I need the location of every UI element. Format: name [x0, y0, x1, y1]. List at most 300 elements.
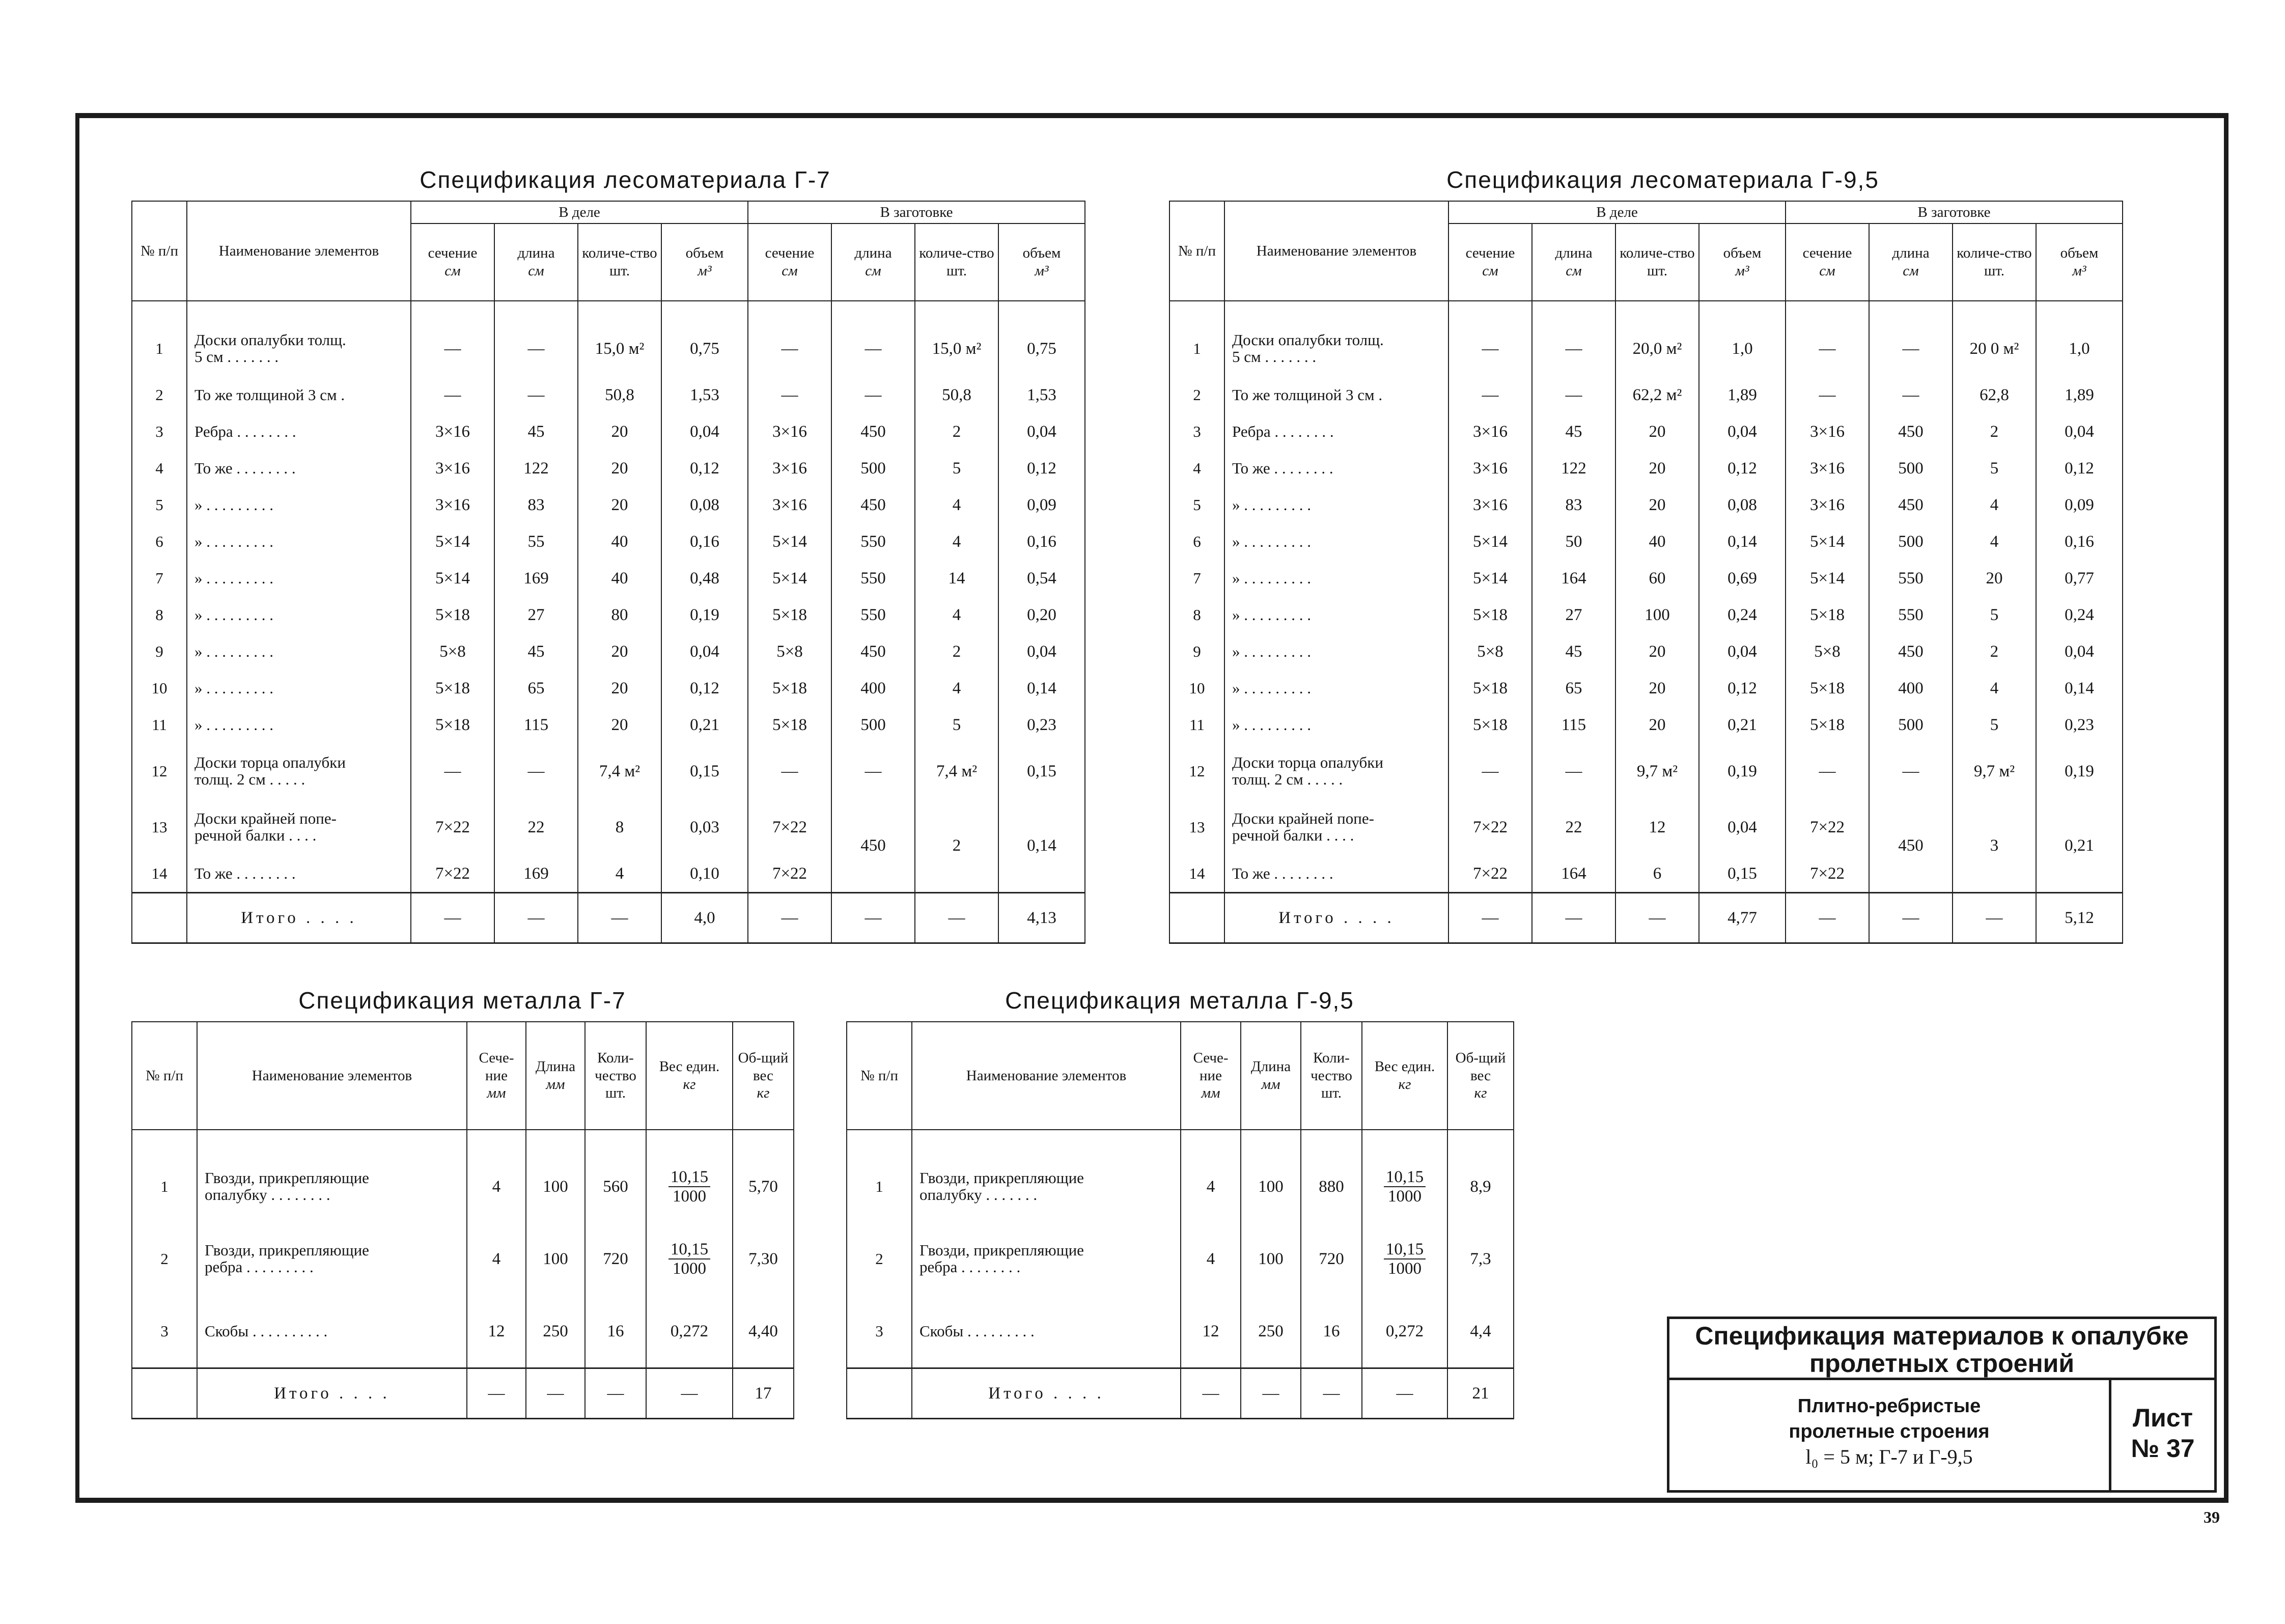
element-name: » . . . . . . . . .: [187, 707, 411, 743]
cell-v2: 0,04: [998, 633, 1085, 670]
col-qty: [1953, 223, 2036, 301]
total-row: [132, 893, 1085, 943]
cell-s: 7×22: [1448, 855, 1532, 893]
col-section: [1448, 223, 1532, 301]
total-v2: 4,13: [998, 893, 1085, 943]
cell-q: 40: [578, 523, 661, 560]
col-label: количе-ство шт.: [1957, 245, 2032, 279]
total-s: —: [1448, 893, 1532, 943]
row-number: 5: [132, 487, 187, 523]
cell-q: 720: [585, 1223, 646, 1295]
cell-l: —: [494, 321, 578, 377]
col-label: длина: [517, 245, 555, 262]
row-number: 7: [132, 560, 187, 597]
spacer-cell: [578, 301, 661, 321]
row-number: 14: [1169, 855, 1224, 893]
metal-table: [131, 1021, 794, 1419]
col-label: сечение: [428, 245, 478, 262]
col-name: Наименование элементов: [187, 201, 411, 301]
col-label: Длина: [1250, 1058, 1291, 1075]
col-length: [831, 223, 915, 301]
cell-v: 1,53: [661, 377, 748, 413]
table-row: [1169, 413, 2123, 450]
col-unit: см: [444, 263, 461, 279]
fraction-bottom: 1000: [673, 1259, 706, 1278]
cell-s: 5×18: [411, 670, 494, 707]
cell-q: 60: [1615, 560, 1699, 597]
cell-v: 0,75: [661, 321, 748, 377]
cell-v: 0,24: [1699, 597, 1786, 633]
cell-s: 5×18: [1448, 670, 1532, 707]
cell-q: 20: [1615, 670, 1699, 707]
spacer-cell: [733, 1130, 794, 1151]
col-label: Сече-ние: [479, 1049, 514, 1084]
cell-l2: —: [1869, 377, 1953, 413]
element-name: » . . . . . . . . .: [1224, 633, 1448, 670]
table-row: [1169, 707, 2123, 743]
row-number: 3: [132, 413, 187, 450]
cell-q: 40: [1615, 523, 1699, 560]
fraction-bottom: 1000: [1388, 1187, 1422, 1206]
row-number: 13: [132, 799, 187, 855]
cell-q2: 5: [1953, 597, 2036, 633]
cell-l: 115: [494, 707, 578, 743]
row-number: 8: [1169, 597, 1224, 633]
spacer-cell: [1181, 1130, 1241, 1151]
col-unit: м³: [1735, 263, 1749, 279]
cell-l2: —: [831, 377, 915, 413]
cell-l2: 400: [831, 670, 915, 707]
cell-s: 7×22: [1448, 799, 1532, 855]
spacer-cell: [1447, 1130, 1514, 1151]
total-q2: —: [1953, 893, 2036, 943]
cell-v: 0,08: [661, 487, 748, 523]
total-label: Итого . . . .: [187, 893, 411, 943]
row-number: 2: [132, 377, 187, 413]
element-name: Доски крайней попе- речной балки . . . .: [187, 799, 411, 855]
total-w: —: [1362, 1368, 1447, 1419]
cell-s: 7×22: [411, 799, 494, 855]
col-length: [1532, 223, 1615, 301]
sheet-label: Лист: [2132, 1404, 2193, 1432]
table-row: [132, 560, 1085, 597]
cell-l: 65: [494, 670, 578, 707]
col-qty: [585, 1022, 646, 1130]
total-l: —: [1532, 893, 1615, 943]
cell-l: 169: [494, 855, 578, 893]
spacer-row: [1169, 301, 2123, 321]
cell-v2: 1,53: [998, 377, 1085, 413]
table-row: [1169, 560, 2123, 597]
element-name: То же толщиной 3 см .: [187, 377, 411, 413]
cell-v2: 0,19: [2036, 743, 2123, 799]
spacer-row: [132, 1130, 794, 1151]
cell-l: —: [1532, 743, 1615, 799]
cell-l: 50: [1532, 523, 1615, 560]
cell-s2: 7×22: [1786, 799, 1869, 855]
col-unit: см: [528, 263, 544, 279]
cell-l: 22: [494, 799, 578, 855]
cell-l2: 450: [831, 633, 915, 670]
cell-s2: 7×22: [748, 855, 831, 893]
cell-q2: 2: [915, 633, 998, 670]
timber-table: [1169, 201, 2123, 944]
col-label: Об-щий вес: [738, 1049, 789, 1084]
col-unit: мм: [546, 1076, 565, 1093]
row-number: 3: [132, 1295, 197, 1368]
col-total_w: [1447, 1022, 1514, 1130]
table-row: [132, 377, 1085, 413]
cell-s: 3×16: [1448, 450, 1532, 487]
total-l: —: [1241, 1368, 1301, 1419]
row-number: 1: [132, 321, 187, 377]
cell-v: 0,19: [1699, 743, 1786, 799]
cell-v2: 0,75: [998, 321, 1085, 377]
cell-s: 3×16: [411, 413, 494, 450]
col-name: Наименование элементов: [1224, 201, 1448, 301]
table-row: [132, 1295, 794, 1368]
cell-q: 7,4 м²: [578, 743, 661, 799]
table-row: [132, 633, 1085, 670]
cell-v2: 1,89: [2036, 377, 2123, 413]
row-number: 11: [132, 707, 187, 743]
cell-l2: 450: [1869, 799, 1953, 893]
row-number: 14: [132, 855, 187, 893]
cell-q: 15,0 м²: [578, 321, 661, 377]
cell-v2: 0,54: [998, 560, 1085, 597]
element-name: Доски торца опалубки толщ. 2 см . . . . .: [187, 743, 411, 799]
col-unit_w: [646, 1022, 733, 1130]
table-row: [132, 1223, 794, 1295]
cell-l: 83: [1532, 487, 1615, 523]
table-row: [132, 450, 1085, 487]
col-label: количе-ство шт.: [582, 245, 657, 279]
col-length: [526, 1022, 585, 1130]
timber-caption-g7: Спецификация лесоматериала Г-7: [420, 166, 831, 193]
cell-unit-weight: [1362, 1151, 1447, 1223]
fraction-top: 10,15: [668, 1240, 710, 1259]
spacer-cell: [494, 301, 578, 321]
element-name: То же . . . . . . . .: [187, 855, 411, 893]
cell-s2: 3×16: [1786, 487, 1869, 523]
spacer-cell: [1615, 301, 1699, 321]
cell-v2: 0,09: [2036, 487, 2123, 523]
table-row: [132, 523, 1085, 560]
element-name: » . . . . . . . . .: [187, 523, 411, 560]
cell-s2: 3×16: [1786, 450, 1869, 487]
table-row: [132, 707, 1085, 743]
cell-q2: 4: [915, 523, 998, 560]
table-row: [132, 799, 1085, 855]
total-label: Итого . . . .: [197, 1368, 467, 1419]
total-s: —: [467, 1368, 526, 1419]
table-row: [132, 321, 1085, 377]
table-row: [1169, 523, 2123, 560]
cell-l: —: [494, 743, 578, 799]
spacer-cell: [1448, 301, 1532, 321]
cell-q2: 4: [915, 670, 998, 707]
cell-l2: 500: [831, 707, 915, 743]
spacer-cell: [1169, 301, 1224, 321]
row-number: 12: [1169, 743, 1224, 799]
col-unit: см: [782, 263, 798, 279]
cell-l: 169: [494, 560, 578, 597]
table-row: [132, 1151, 794, 1223]
col-unit: см: [1903, 263, 1919, 279]
spacer-cell: [1362, 1130, 1447, 1151]
col-unit: м³: [2072, 263, 2086, 279]
cell-s: 4: [467, 1151, 526, 1223]
row-number: 6: [1169, 523, 1224, 560]
cell-s2: 5×18: [1786, 670, 1869, 707]
element-name: Доски торца опалубки толщ. 2 см . . . . .: [1224, 743, 1448, 799]
col-qty: [1615, 223, 1699, 301]
cell-q2: 20: [1953, 560, 2036, 597]
cell-l2: 450: [831, 413, 915, 450]
fraction: [1384, 1240, 1426, 1278]
cell-q2: 2: [915, 799, 998, 893]
fraction-bottom: 1000: [1388, 1259, 1422, 1278]
cell-l: 100: [1241, 1151, 1301, 1223]
cell-s2: 7×22: [1786, 855, 1869, 893]
cell-v: 0,03: [661, 799, 748, 855]
col-label: Коли-чество шт.: [595, 1049, 636, 1102]
cell-q: 20: [1615, 487, 1699, 523]
col-length: [1241, 1022, 1301, 1130]
cell-q: 8: [578, 799, 661, 855]
cell-l: 250: [1241, 1295, 1301, 1368]
metal-table: [846, 1021, 1514, 1419]
cell-v: 0,12: [661, 670, 748, 707]
table-row: [132, 597, 1085, 633]
col-section: [411, 223, 494, 301]
cell-unit-weight: [646, 1223, 733, 1295]
total-blank: [847, 1368, 912, 1419]
cell-l2: 450: [831, 487, 915, 523]
col-unit: мм: [1201, 1085, 1220, 1102]
cell-v2: 0,21: [2036, 799, 2123, 893]
col-num: № п/п: [1169, 201, 1224, 301]
cell-q2: 15,0 м²: [915, 321, 998, 377]
col-label: Об-щий вес: [1455, 1049, 1506, 1084]
spacer-cell: [912, 1130, 1181, 1151]
col-length: [494, 223, 578, 301]
spacer-row: [847, 1130, 1514, 1151]
cell-l: 100: [526, 1151, 585, 1223]
header-row: [847, 1022, 1514, 1130]
cell-s: 5×8: [411, 633, 494, 670]
cell-v: 0,15: [1699, 855, 1786, 893]
cell-q: 80: [578, 597, 661, 633]
cell-s2: 5×14: [1786, 523, 1869, 560]
cell-s: —: [411, 743, 494, 799]
col-unit: кг: [1474, 1085, 1487, 1102]
col-name: [912, 1022, 1181, 1130]
cell-q: 4: [578, 855, 661, 893]
element-name: » . . . . . . . . .: [187, 633, 411, 670]
subject-line-1: Плитно-ребристые пролетные строения: [1789, 1395, 1990, 1442]
col-label: сечение: [1802, 245, 1852, 262]
col-label: количе-ство шт.: [1620, 245, 1695, 279]
cell-v: 0,10: [661, 855, 748, 893]
col-unit: см: [1819, 263, 1835, 279]
cell-l: 22: [1532, 799, 1615, 855]
total-v2: 5,12: [2036, 893, 2123, 943]
col-num: [847, 1022, 912, 1130]
cell-q2: 4: [1953, 670, 2036, 707]
table-row: [1169, 597, 2123, 633]
cell-l: —: [1532, 377, 1615, 413]
spacer-cell: [585, 1130, 646, 1151]
cell-v: 0,21: [1699, 707, 1786, 743]
fraction-top: 10,15: [668, 1168, 710, 1187]
total-blank: [1169, 893, 1224, 943]
cell-q: 16: [585, 1295, 646, 1368]
total-l: —: [494, 893, 578, 943]
cell-l: 164: [1532, 560, 1615, 597]
cell-l: 83: [494, 487, 578, 523]
row-number: 9: [132, 633, 187, 670]
total-s2: —: [1786, 893, 1869, 943]
spacer-cell: [1786, 301, 1869, 321]
col-unit: мм: [1261, 1076, 1280, 1093]
element-name: » . . . . . . . . .: [1224, 670, 1448, 707]
total-t: 17: [733, 1368, 794, 1419]
row-number: 4: [1169, 450, 1224, 487]
cell-v2: 0,04: [998, 413, 1085, 450]
element-name: » . . . . . . . . .: [187, 560, 411, 597]
cell-l2: 500: [1869, 450, 1953, 487]
cell-s: 5×14: [1448, 523, 1532, 560]
cell-s2: 5×8: [748, 633, 831, 670]
total-blank: [132, 1368, 197, 1419]
total-row: [132, 1368, 794, 1419]
cell-v: 0,12: [661, 450, 748, 487]
cell-v: 0,08: [1699, 487, 1786, 523]
spacer-cell: [411, 301, 494, 321]
table-row: [1169, 487, 2123, 523]
element-name: То же . . . . . . . .: [1224, 450, 1448, 487]
cell-l: 55: [494, 523, 578, 560]
row-number: 9: [1169, 633, 1224, 670]
cell-q: 50,8: [578, 377, 661, 413]
cell-s2: 5×8: [1786, 633, 1869, 670]
title-block-title: Спецификация материалов к опалубке пролетных строений: [1669, 1319, 2214, 1380]
cell-s2: 5×18: [748, 597, 831, 633]
cell-q2: 4: [915, 597, 998, 633]
metal-caption-g7: Спецификация металла Г-7: [298, 987, 626, 1014]
row-number: 7: [1169, 560, 1224, 597]
cell-l2: 450: [1869, 633, 1953, 670]
spacer-cell: [1699, 301, 1786, 321]
fraction: [668, 1240, 710, 1278]
cell-v: 0,14: [1699, 523, 1786, 560]
col-section: [1786, 223, 1869, 301]
col-unit: см: [1482, 263, 1498, 279]
table-row: [1169, 670, 2123, 707]
cell-l: 45: [494, 413, 578, 450]
timber-table: [131, 201, 1085, 944]
element-name: » . . . . . . . . .: [1224, 560, 1448, 597]
table-row: [132, 413, 1085, 450]
col-label: длина: [854, 245, 892, 262]
cell-q: 20,0 м²: [1615, 321, 1699, 377]
cell-v2: 0,14: [2036, 670, 2123, 707]
cell-q: 20: [578, 413, 661, 450]
total-t: 21: [1447, 1368, 1514, 1419]
row-number: 1: [847, 1151, 912, 1223]
cell-s2: —: [1786, 377, 1869, 413]
total-q: —: [578, 893, 661, 943]
row-number: 3: [1169, 413, 1224, 450]
col-volume: [2036, 223, 2123, 301]
cell-q2: 9,7 м²: [1953, 743, 2036, 799]
row-number: 1: [132, 1151, 197, 1223]
col-label: № п/п: [860, 1067, 898, 1084]
cell-s2: 5×18: [748, 707, 831, 743]
spacer-cell: [748, 301, 831, 321]
cell-l2: 500: [1869, 707, 1953, 743]
row-number: 10: [132, 670, 187, 707]
cell-s2: 3×16: [1786, 413, 1869, 450]
element-name: » . . . . . . . . .: [187, 670, 411, 707]
element-name: Доски крайней попе- речной балки . . . .: [1224, 799, 1448, 855]
cell-l2: 550: [831, 523, 915, 560]
cell-s: 3×16: [1448, 487, 1532, 523]
cell-s: 4: [1181, 1151, 1241, 1223]
table-row: [847, 1295, 1514, 1368]
total-s: —: [411, 893, 494, 943]
spacer-cell: [847, 1130, 912, 1151]
cell-q2: 14: [915, 560, 998, 597]
row-number: 11: [1169, 707, 1224, 743]
cell-s2: 3×16: [748, 487, 831, 523]
cell-l: 45: [494, 633, 578, 670]
row-number: 13: [1169, 799, 1224, 855]
cell-q2: 50,8: [915, 377, 998, 413]
sheet-number: № 37: [2131, 1434, 2195, 1463]
cell-q: 20: [578, 707, 661, 743]
cell-v2: 0,12: [2036, 450, 2123, 487]
spacer-cell: [1953, 301, 2036, 321]
cell-s: 4: [1181, 1223, 1241, 1295]
cell-v2: 0,15: [998, 743, 1085, 799]
spacer-cell: [467, 1130, 526, 1151]
cell-s2: 5×18: [1786, 707, 1869, 743]
col-qty: [578, 223, 661, 301]
cell-s2: 5×18: [1786, 597, 1869, 633]
cell-l2: —: [1869, 321, 1953, 377]
cell-v2: 0,77: [2036, 560, 2123, 597]
col-num: [132, 1022, 197, 1130]
cell-s: 5×14: [411, 523, 494, 560]
col-label: № п/п: [145, 1067, 183, 1084]
title-block: [1667, 1317, 2217, 1493]
cell-l: 122: [1532, 450, 1615, 487]
cell-v2: 0,23: [2036, 707, 2123, 743]
col-section: [467, 1022, 526, 1130]
element-name: Доски опалубки толщ. 5 см . . . . . . .: [1224, 321, 1448, 377]
element-name: Гвозди, прикрепляющие ребра . . . . . . . . .: [197, 1223, 467, 1295]
cell-s: 5×18: [1448, 707, 1532, 743]
table-row: [132, 487, 1085, 523]
table-row: [1169, 633, 2123, 670]
cell-l: 27: [1532, 597, 1615, 633]
col-label: длина: [1555, 245, 1593, 262]
col-label: длина: [1892, 245, 1930, 262]
col-label: сечение: [765, 245, 815, 262]
col-label: объем: [2060, 245, 2099, 262]
